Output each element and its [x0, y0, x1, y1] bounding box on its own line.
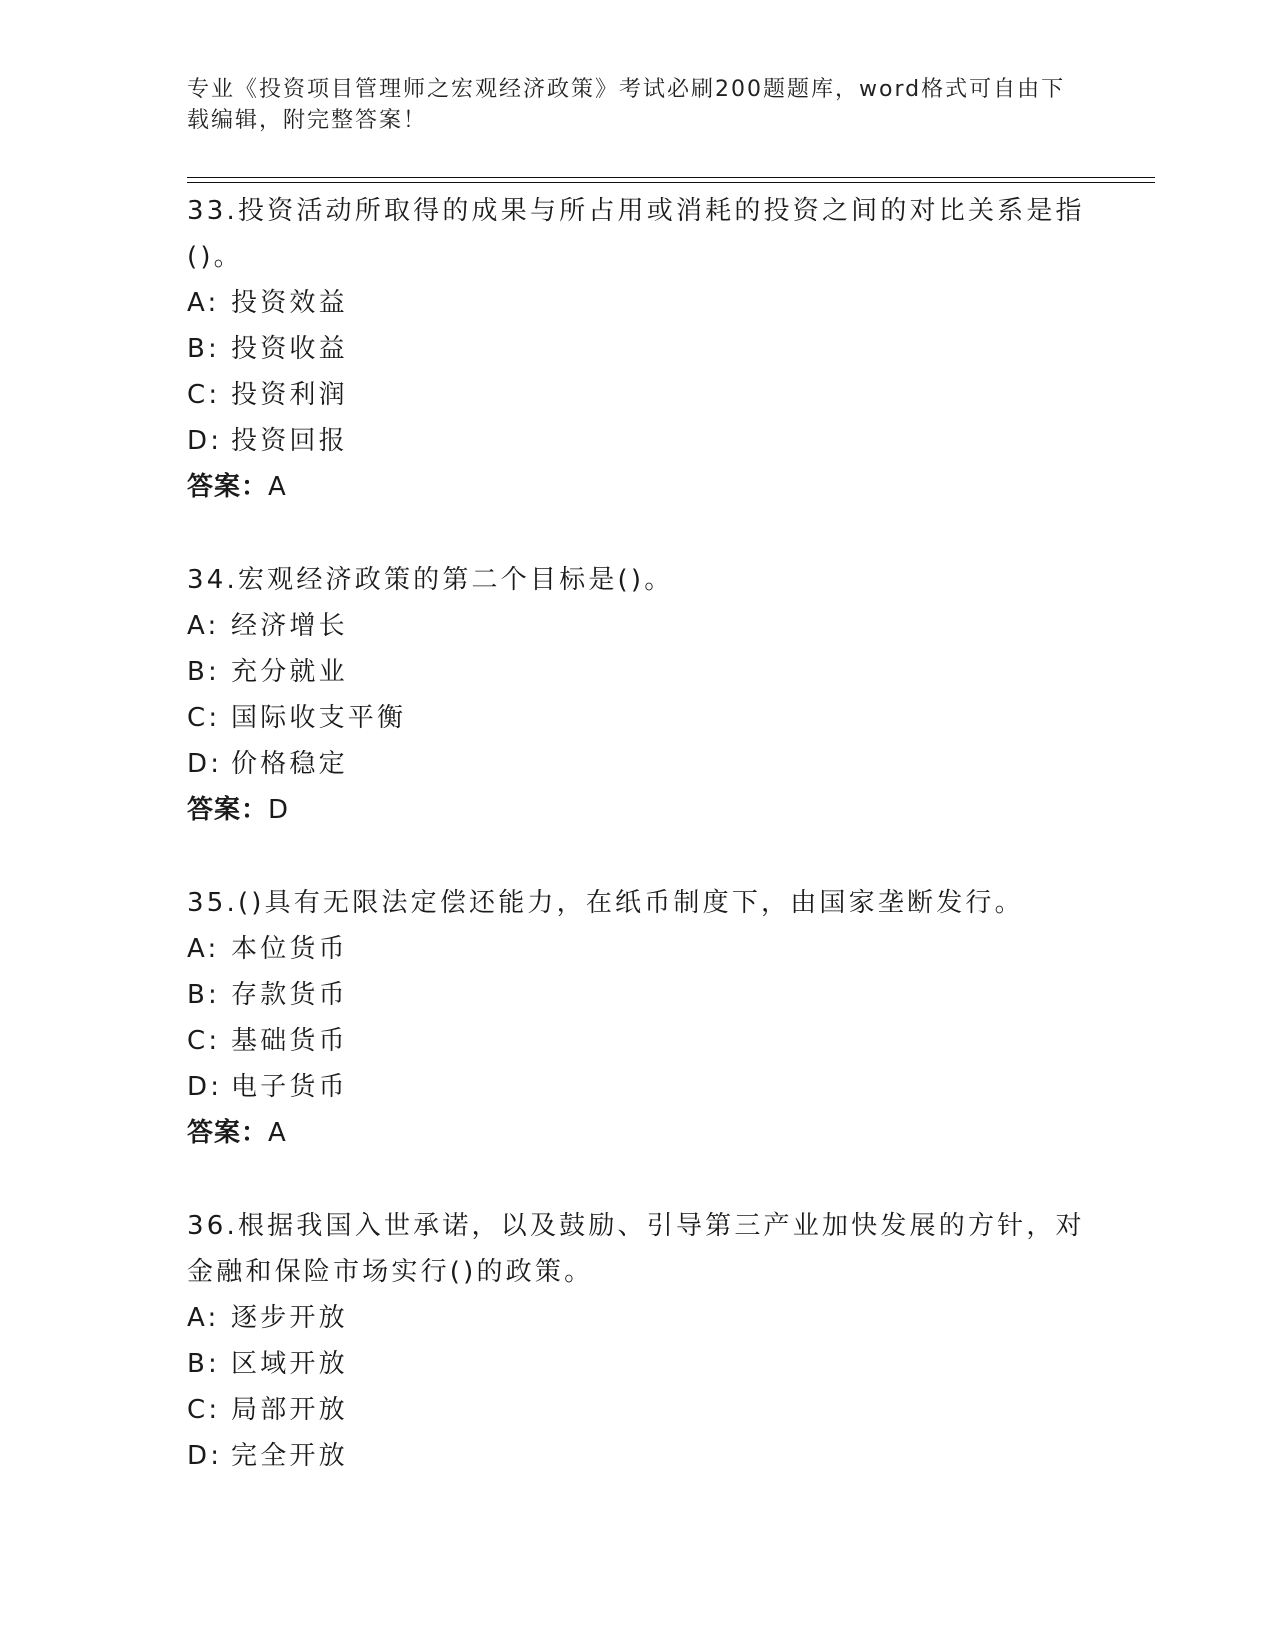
- option-a: [187, 1295, 1087, 1341]
- question-36: [187, 1203, 1087, 1479]
- option-text: 投资回报: [231, 426, 348, 456]
- option-text: 投资利润: [231, 380, 348, 410]
- header-divider-bottom: [187, 182, 1155, 183]
- option-text: 逐步开放: [231, 1303, 348, 1333]
- option-text: 充分就业: [231, 657, 348, 687]
- answer-label: 答案：: [187, 795, 269, 825]
- option-a: [187, 926, 1087, 972]
- option-text: 国际收支平衡: [231, 703, 407, 733]
- answer-value: A: [268, 472, 287, 502]
- document-header: 专业《投资项目管理师之宏观经济政策》考试必刷200题题库，word格式可自由下载编辑，附完整答案！: [187, 77, 1066, 133]
- option-key: A:: [187, 611, 220, 641]
- option-text: 投资收益: [231, 334, 348, 364]
- option-text: 本位货币: [231, 934, 348, 964]
- option-a: [187, 280, 1087, 326]
- option-text: 经济增长: [231, 611, 348, 641]
- header-divider-top: [187, 177, 1155, 178]
- option-a: [187, 603, 1087, 649]
- option-key: C:: [187, 380, 221, 410]
- option-d: [187, 1433, 1087, 1479]
- option-b: [187, 649, 1087, 695]
- option-d: [187, 741, 1087, 787]
- answer-line: [187, 787, 1087, 833]
- option-key: D:: [187, 1072, 223, 1102]
- option-b: [187, 326, 1087, 372]
- option-key: C:: [187, 703, 221, 733]
- option-text: 完全开放: [231, 1441, 348, 1471]
- option-key: B:: [187, 980, 220, 1010]
- question-34: [187, 557, 1087, 833]
- option-text: 价格稳定: [231, 749, 348, 779]
- question-stem: 34.宏观经济政策的第二个目标是()。: [187, 565, 674, 595]
- question-stem: 36.根据我国入世承诺，以及鼓励、引导第三产业加快发展的方针，对金融和保险市场实行()的政策。: [187, 1211, 1085, 1287]
- option-key: D:: [187, 749, 223, 779]
- option-key: D:: [187, 1441, 223, 1471]
- option-key: C:: [187, 1026, 221, 1056]
- question-list: [187, 188, 1087, 1526]
- option-key: C:: [187, 1395, 221, 1425]
- option-key: A:: [187, 1303, 220, 1333]
- option-key: B:: [187, 657, 220, 687]
- answer-value: D: [268, 795, 290, 825]
- option-d: [187, 1064, 1087, 1110]
- answer-label: 答案：: [187, 1118, 269, 1148]
- question-stem: 33.投资活动所取得的成果与所占用或消耗的投资之间的对比关系是指()。: [187, 196, 1085, 272]
- option-c: [187, 695, 1087, 741]
- option-key: B:: [187, 334, 220, 364]
- option-text: 基础货币: [231, 1026, 348, 1056]
- option-text: 电子货币: [231, 1072, 348, 1102]
- option-d: [187, 418, 1087, 464]
- option-key: D:: [187, 426, 223, 456]
- option-text: 区域开放: [231, 1349, 348, 1379]
- option-c: [187, 1387, 1087, 1433]
- question-33: [187, 188, 1087, 510]
- option-key: B:: [187, 1349, 220, 1379]
- option-text: 局部开放: [231, 1395, 348, 1425]
- answer-line: [187, 1110, 1087, 1156]
- answer-value: A: [268, 1118, 287, 1148]
- question-35: [187, 880, 1087, 1156]
- option-c: [187, 1018, 1087, 1064]
- option-text: 存款货币: [231, 980, 348, 1010]
- option-b: [187, 972, 1087, 1018]
- option-key: A:: [187, 934, 220, 964]
- option-text: 投资效益: [231, 288, 348, 318]
- answer-line: [187, 464, 1087, 510]
- option-b: [187, 1341, 1087, 1387]
- option-c: [187, 372, 1087, 418]
- option-key: A:: [187, 288, 220, 318]
- answer-label: 答案：: [187, 472, 269, 502]
- question-stem: 35.()具有无限法定偿还能力，在纸币制度下，由国家垄断发行。: [187, 888, 1024, 918]
